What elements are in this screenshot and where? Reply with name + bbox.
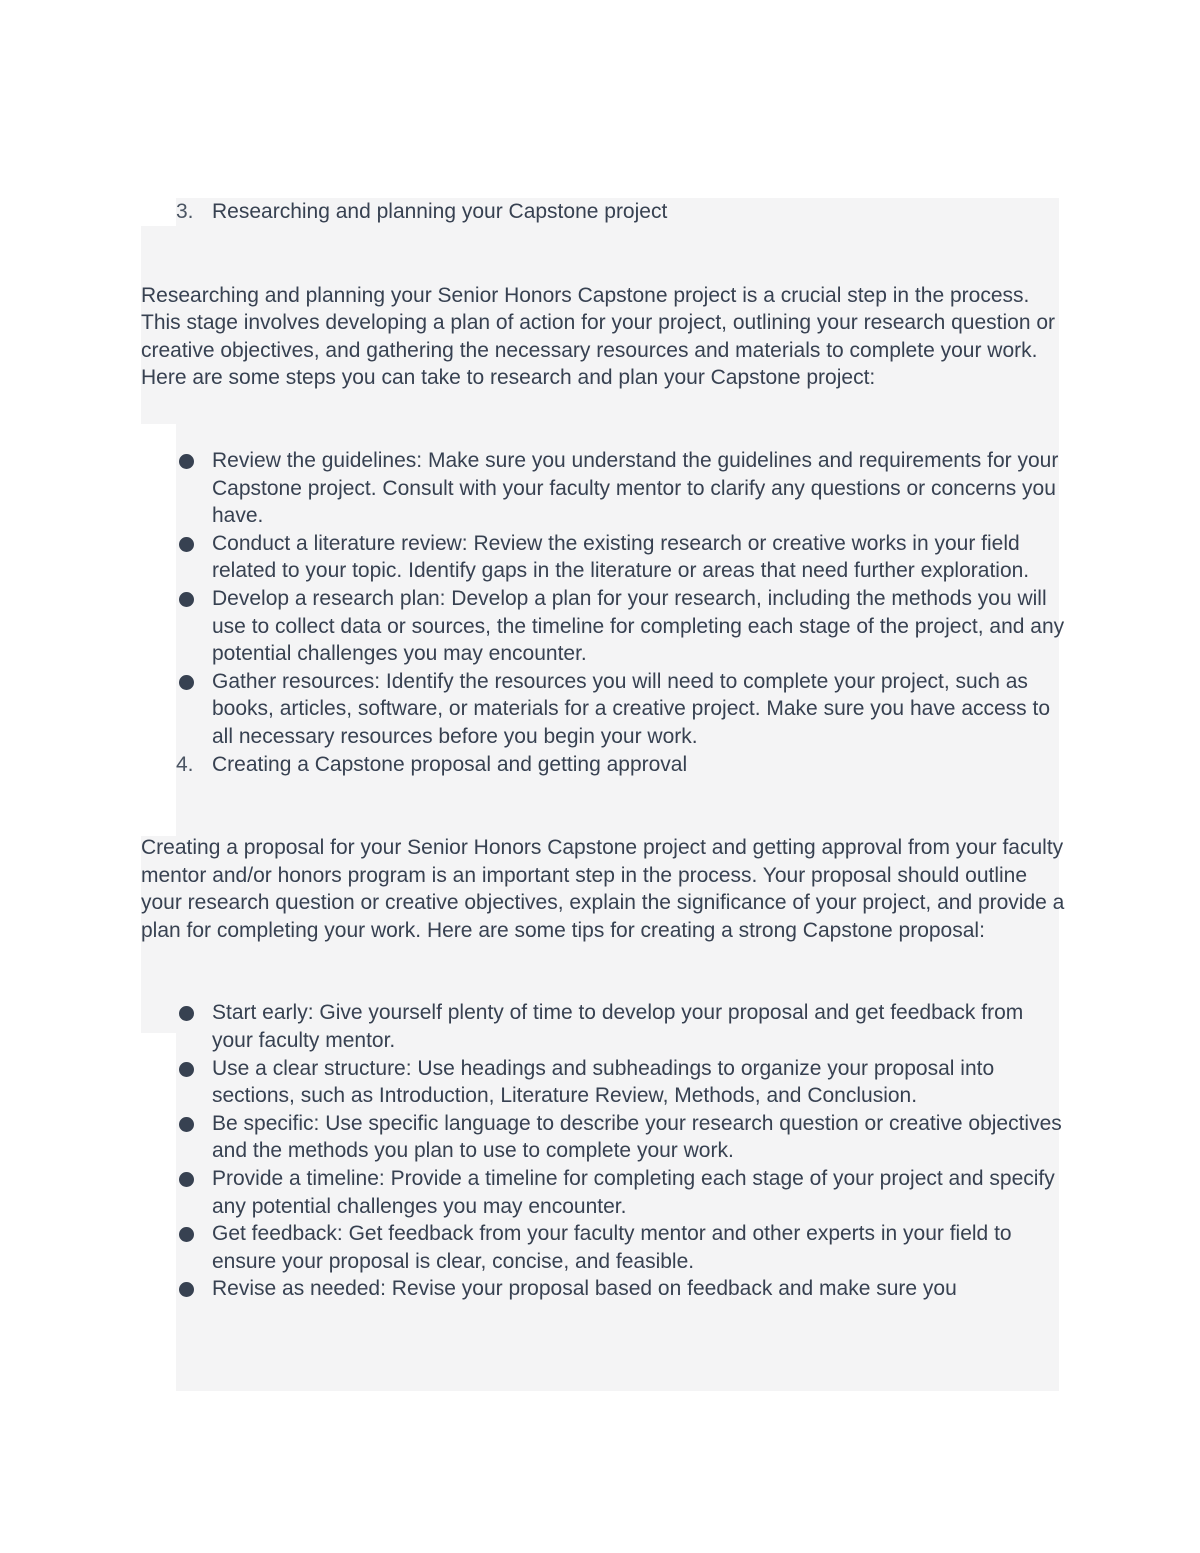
- list-item: Be specific: Use specific language to describe your research question or creative objectives and the methods you plan to use to complete your work.: [141, 1110, 1066, 1165]
- list-item: Revise as needed: Revise your proposal based on feedback and make sure you: [141, 1275, 1066, 1303]
- bullet-dot-icon: [179, 1282, 194, 1297]
- section-4-title: Creating a Capstone proposal and getting approval: [212, 752, 688, 776]
- list-item: Develop a research plan: Develop a plan for your research, including the methods you will use to collect data or sources, the timeline for completing each stage of the project, and any potential challenges you may encounter.: [141, 585, 1066, 668]
- section-3-heading: [141, 198, 1066, 226]
- bullet-dot-icon: [179, 1006, 194, 1021]
- section-4-intro: Creating a proposal for your Senior Honors Capstone project and getting approval from your faculty mentor and/or honors program is an important step in the process. Your proposal should outline your research question or creative objectives, explain the significance of your project, and provide a plan for completing your work. Here are some tips for creating a strong Capstone proposal:: [141, 836, 1065, 942]
- section-3-number: 3.: [176, 200, 194, 223]
- bullet-dot-icon: [179, 1172, 194, 1187]
- list-item: Review the guidelines: Make sure you understand the guidelines and requirements for your Capstone project. Consult with your faculty mentor to clarify any questions or concerns you have.: [141, 447, 1066, 530]
- bullet-dot-icon: [179, 675, 194, 690]
- section-3-intro: Researching and planning your Senior Honors Capstone project is a crucial step in the process. This stage involves developing a plan of action for your project, outlining your research question or creative objectives, and gathering the necessary resources and materials to complete your work. Here are some steps you can take to research and plan your Capstone project:: [141, 283, 1056, 390]
- bullet-dot-icon: [179, 1062, 194, 1077]
- bullet-dot-icon: [179, 592, 194, 607]
- document-content: [141, 198, 1066, 1303]
- list-item: Start early: Give yourself plenty of time to develop your proposal and get feedback from your faculty mentor.: [141, 999, 1066, 1054]
- bullet-dot-icon: [179, 537, 194, 552]
- list-item: Get feedback: Get feedback from your faculty mentor and other experts in your field to ensure your proposal is clear, concise, and feasible.: [141, 1220, 1066, 1275]
- bullet-dot-icon: [179, 1117, 194, 1132]
- section-4-bullet-list: [141, 999, 1066, 1303]
- list-item: Conduct a literature review: Review the existing research or creative works in your field related to your topic. Identify gaps in the literature or areas that need further exploration.: [141, 530, 1066, 585]
- list-item: Gather resources: Identify the resources you will need to complete your project, such as books, articles, software, or materials for a creative project. Make sure you have access to all necessary resources before you begin your work.: [141, 668, 1066, 751]
- list-item: Use a clear structure: Use headings and subheadings to organize your proposal into sections, such as Introduction, Literature Review, Methods, and Conclusion.: [141, 1055, 1066, 1110]
- section-3-bullet-list: [141, 447, 1066, 751]
- section-4-heading: [141, 751, 1066, 779]
- list-item: Provide a timeline: Provide a timeline for completing each stage of your project and specify any potential challenges you may encounter.: [141, 1165, 1066, 1220]
- section-4-number: 4.: [176, 752, 194, 776]
- bullet-dot-icon: [179, 1227, 194, 1242]
- section-3-title: Researching and planning your Capstone project: [212, 200, 668, 223]
- bullet-dot-icon: [179, 454, 194, 469]
